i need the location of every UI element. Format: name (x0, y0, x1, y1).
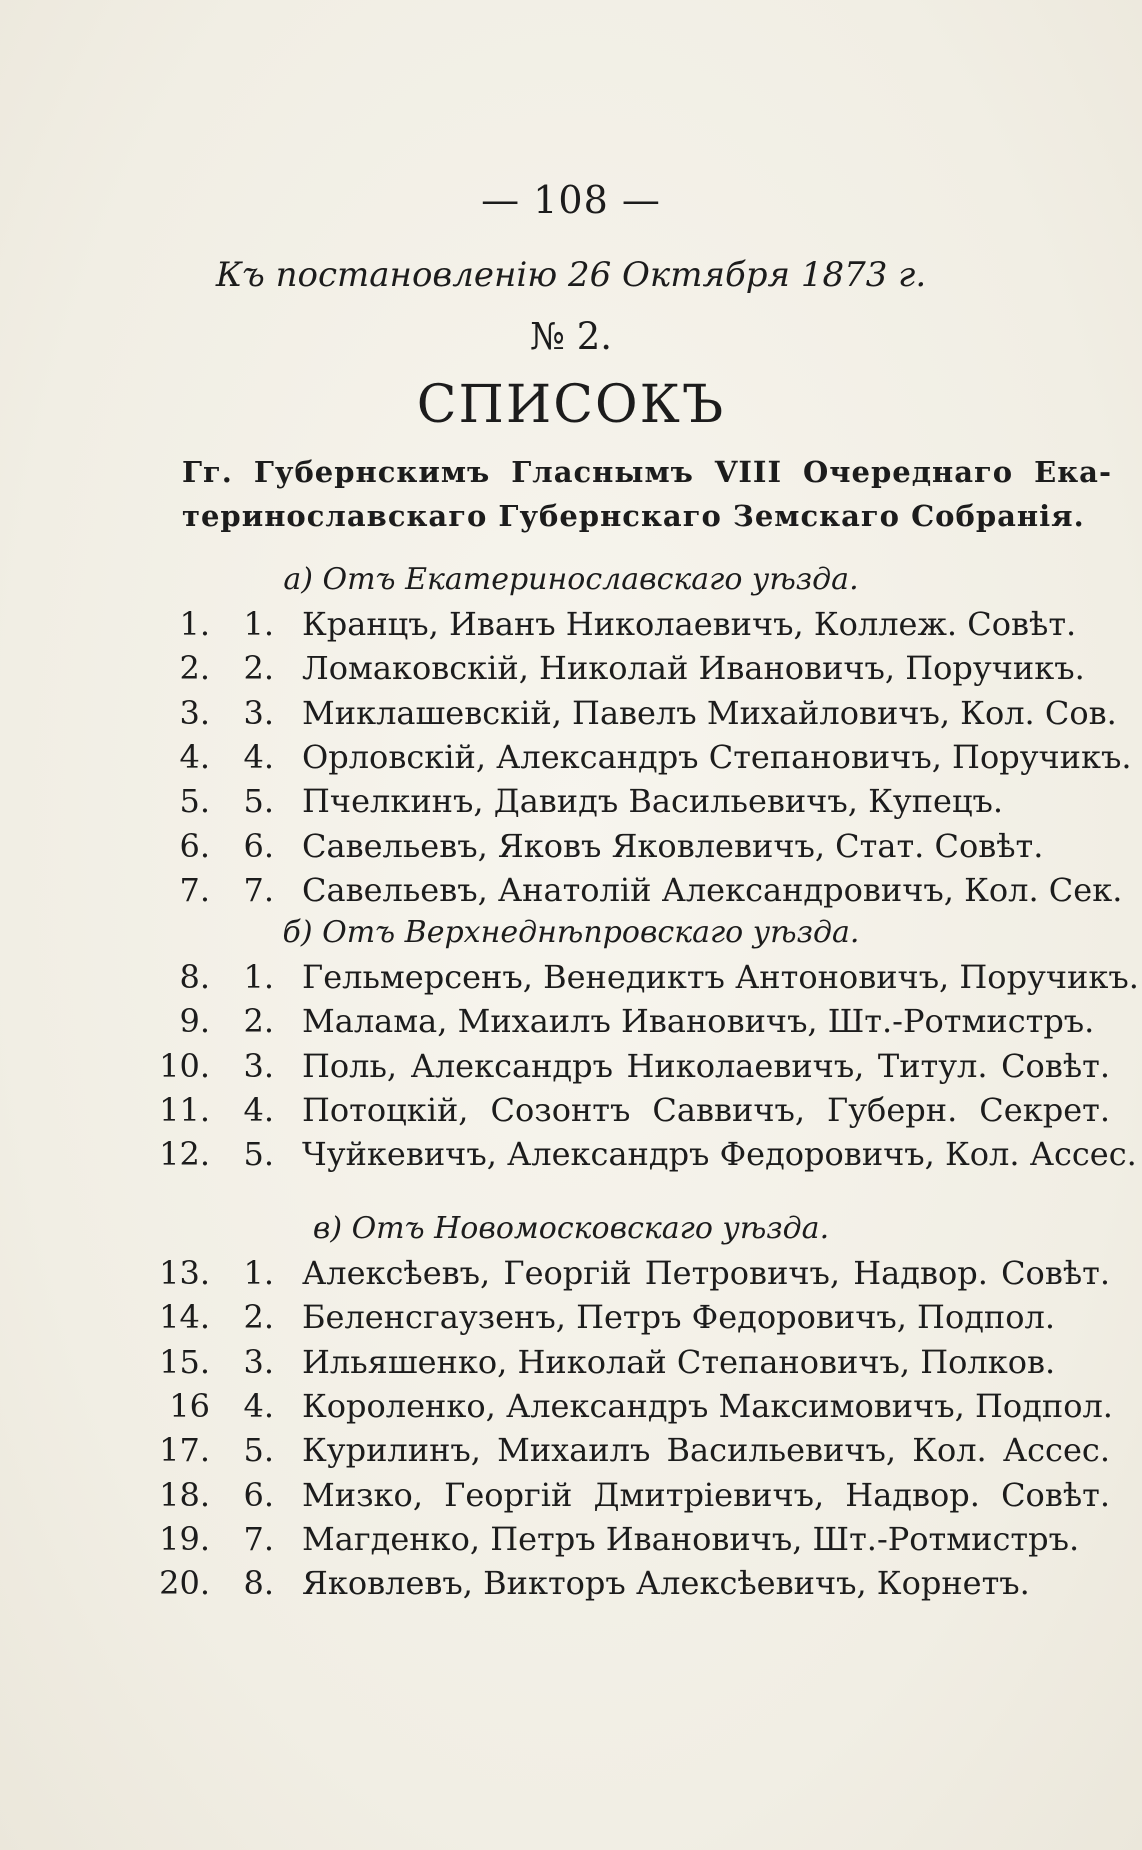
list-item (0, 1091, 1142, 1137)
member-name: Магденко, Петръ Ивановичъ, Шт.-Ротмистръ. (302, 1520, 1080, 1558)
member-name: Миклашевскій, Павелъ Михайловичъ, Кол. Сов. (302, 694, 1117, 732)
overall-number: 9. (179, 1002, 210, 1040)
list-item (0, 958, 1142, 1004)
member-name: Малама, Михаилъ Ивановичъ, Шт.-Ротмистръ. (302, 1002, 1095, 1040)
district-number: 3. (243, 1343, 274, 1381)
list-item (0, 1047, 1142, 1093)
overall-number: 13. (159, 1254, 210, 1292)
member-name: Курилинъ, Михаилъ Васильевичъ, Кол. Ассес. (302, 1431, 1110, 1469)
list-item (0, 1254, 1142, 1300)
overall-number: 5. (179, 782, 210, 820)
list-item (0, 1520, 1142, 1566)
district-number: 7. (243, 871, 274, 909)
district-number: 6. (243, 1476, 274, 1514)
reference-line: Къ постановленію 26 Октября 1873 г. (215, 255, 927, 295)
intro-text (182, 450, 1112, 538)
district-number: 4. (243, 1387, 274, 1425)
district-number: 4. (243, 1091, 274, 1129)
intro-line-2: теринославскаго Губернскаго Земскаго Собранія. (182, 499, 1085, 533)
member-name: Ломаковскій, Николай Ивановичъ, Поручикъ. (302, 649, 1085, 687)
intro-line-1: Гг. Губернскимъ Гласнымъ VIII Очереднаго Ека- (182, 455, 1112, 489)
district-number: 5. (243, 1431, 274, 1469)
list-item (0, 649, 1142, 695)
member-name: Пчелкинъ, Давидъ Васильевичъ, Купецъ. (302, 782, 1004, 820)
section-heading: б) Отъ Верхнеднѣпровскаго уѣзда. (282, 915, 860, 950)
district-number: 3. (243, 1047, 274, 1085)
section-heading: в) Отъ Новомосковскаго уѣзда. (312, 1211, 830, 1246)
list-item (0, 1431, 1142, 1477)
district-number: 5. (243, 1135, 274, 1173)
member-name: Гельмерсенъ, Венедиктъ Антоновичъ, Поручикъ. (302, 958, 1139, 996)
district-number: 3. (243, 694, 274, 732)
member-name: Чуйкевичъ, Александръ Федоровичъ, Кол. Ассес. (302, 1135, 1137, 1173)
list-item (0, 1298, 1142, 1344)
section-heading: а) Отъ Екатеринославскаго уѣзда. (283, 562, 859, 597)
member-name: Мизко, Георгій Дмитріевичъ, Надвор. Совѣт. (302, 1476, 1110, 1514)
district-number: 2. (243, 649, 274, 687)
member-name: Яковлевъ, Викторъ Алексѣевичъ, Корнетъ. (302, 1564, 1030, 1602)
member-name: Алексѣевъ, Георгій Петровичъ, Надвор. Совѣт. (302, 1254, 1110, 1292)
overall-number: 20. (159, 1564, 210, 1602)
member-name: Орловскій, Александръ Степановичъ, Поручикъ. (302, 738, 1132, 776)
list-item (0, 1476, 1142, 1522)
overall-number: 12. (159, 1135, 210, 1173)
list-item (0, 1135, 1142, 1181)
district-number: 6. (243, 827, 274, 865)
overall-number: 6. (179, 827, 210, 865)
overall-number: 14. (159, 1298, 210, 1336)
member-name: Поль, Александръ Николаевичъ, Титул. Совѣт. (302, 1047, 1110, 1085)
overall-number: 18. (159, 1476, 210, 1514)
overall-number: 1. (179, 605, 210, 643)
list-item (0, 782, 1142, 828)
overall-number: 10. (159, 1047, 210, 1085)
list-item (0, 738, 1142, 784)
overall-number: 3. (179, 694, 210, 732)
list-item (0, 827, 1142, 873)
district-number: 5. (243, 782, 274, 820)
district-number: 2. (243, 1002, 274, 1040)
district-number: 1. (243, 958, 274, 996)
district-number: 7. (243, 1520, 274, 1558)
overall-number: 17. (159, 1431, 210, 1469)
member-name: Савельевъ, Анатолій Александровичъ, Кол. Сек. (302, 871, 1123, 909)
overall-number: 4. (179, 738, 210, 776)
overall-number: 2. (179, 649, 210, 687)
overall-number: 15. (159, 1343, 210, 1381)
overall-number: 11. (159, 1091, 210, 1129)
page-number: — 108 — (481, 178, 661, 222)
overall-number: 19. (159, 1520, 210, 1558)
district-number: 4. (243, 738, 274, 776)
overall-number: 8. (179, 958, 210, 996)
page-title: СПИСОКЪ (416, 375, 726, 435)
member-name: Кранцъ, Иванъ Николаевичъ, Коллеж. Совѣт. (302, 605, 1077, 643)
overall-number: 7. (179, 871, 210, 909)
list-number: № 2. (529, 315, 613, 358)
member-name: Потоцкій, Созонтъ Саввичъ, Губерн. Секрет. (302, 1091, 1110, 1129)
list-item (0, 1343, 1142, 1389)
member-name: Короленко, Александръ Максимовичъ, Подпол. (302, 1387, 1113, 1425)
member-name: Ильяшенко, Николай Степановичъ, Полков. (302, 1343, 1056, 1381)
list-item (0, 1002, 1142, 1048)
list-item (0, 1564, 1142, 1610)
member-name: Беленсгаузенъ, Петръ Федоровичъ, Подпол. (302, 1298, 1056, 1336)
district-number: 8. (243, 1564, 274, 1602)
district-number: 2. (243, 1298, 274, 1336)
list-item (0, 1387, 1142, 1433)
district-number: 1. (243, 1254, 274, 1292)
overall-number: 16 (169, 1387, 210, 1425)
list-item (0, 871, 1142, 917)
member-name: Савельевъ, Яковъ Яковлевичъ, Стат. Совѣт. (302, 827, 1044, 865)
list-item (0, 605, 1142, 651)
district-number: 1. (243, 605, 274, 643)
list-item (0, 694, 1142, 740)
